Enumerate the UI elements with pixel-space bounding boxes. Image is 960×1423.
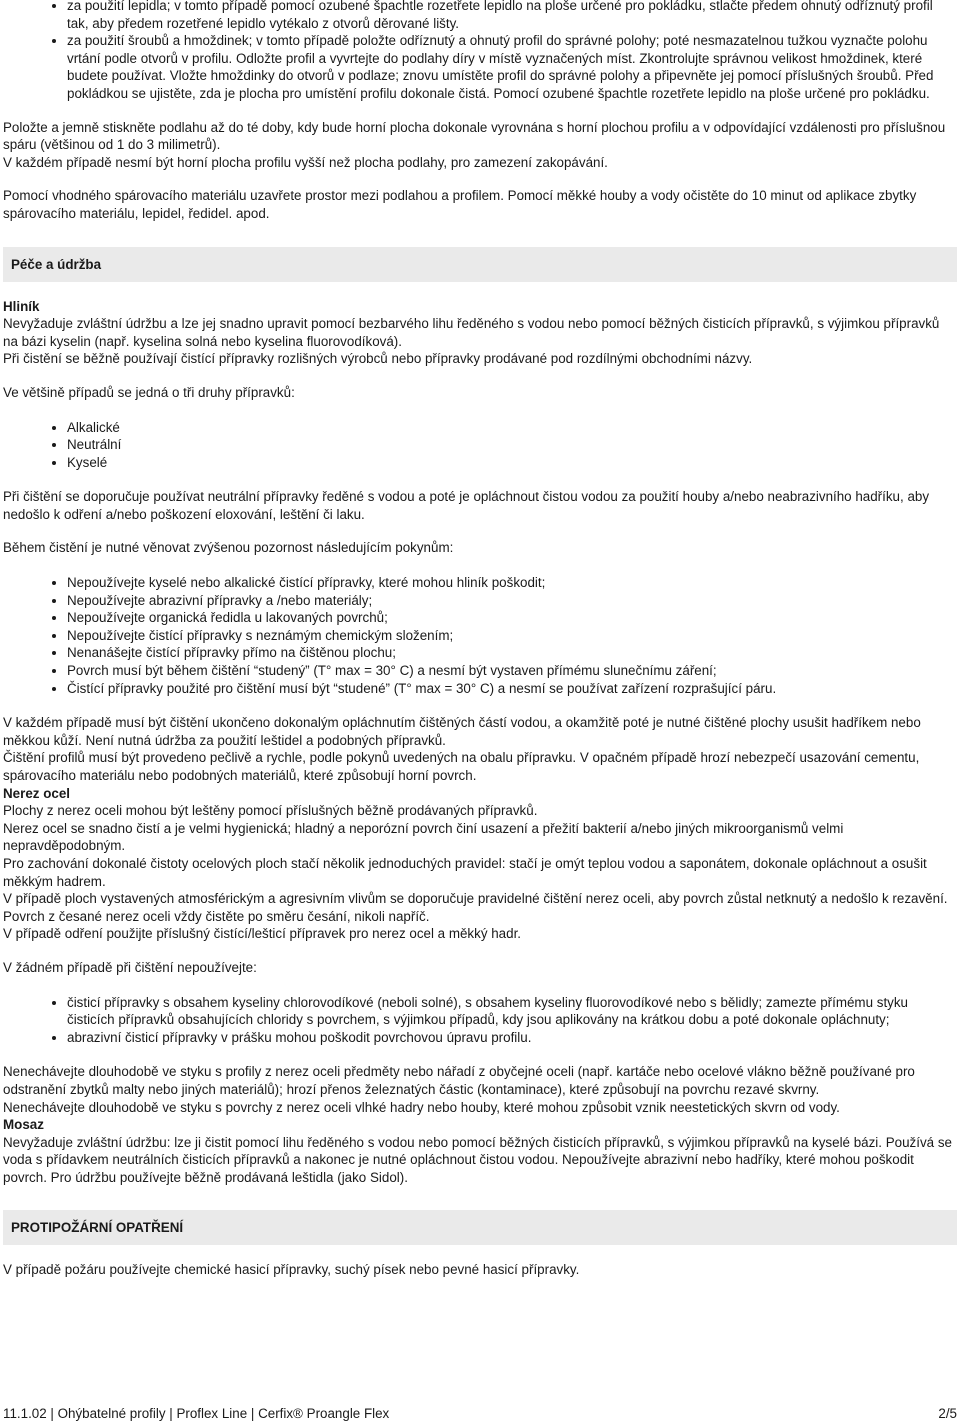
list-item: • Neutrální — [67, 436, 957, 454]
section-heading-fire: PROTIPOŽÁRNÍ OPATŘENÍ — [3, 1210, 957, 1245]
paragraph: V případě ploch vystavených atmosférickým a agresivním vlivům se doporučuje pravidelné čištění nerez oceli, aby povrch zůstal netknutý a nedošlo k rezavění. — [3, 891, 948, 907]
subheading-brass: Mosaz — [3, 1117, 44, 1133]
document-page — [3, 0, 957, 1279]
page-footer — [3, 1405, 957, 1423]
page-number: 2/5 — [938, 1406, 957, 1421]
list-item: • Nenanášejte čistící přípravky přímo na čištěnou plochu; — [67, 644, 957, 662]
grout-text — [3, 187, 957, 222]
paragraph: Nevyžaduje zvláštní údržbu: lze ji čistit pomocí lihu ředěného s vodou nebo pomocí běžných čisticích přípravků, s výjimkou přípravků na kyselé bázi. Používá se voda s přídavkem neutrálních čisticích přípravků a nakonec je nutné opláchnout čistou vodou. Nepoužívejte abrazivní nebo hadříky, které mohou poškodit povrch. Pro údržbu používejte běžně prodávaná leštidla (jako Sidol). — [3, 1134, 952, 1185]
installation-text — [3, 119, 957, 172]
never-use-list — [3, 994, 957, 1047]
paragraph: Položte a jemně stiskněte podlahu až do té doby, kdy bude horní plocha dokonale vyrovnána s horní plochou profilu a v odpovídající vzdálenosti pro příslušnou spáru (většinou od 1 do 3 milimetrů). — [3, 119, 946, 153]
list-item: • Čistící přípravky použité pro čištění musí být “studené” (T° max = 30° C) a nesmí se používat zařízení rozprašující páru. — [67, 680, 957, 698]
list-item: • za použití lepidla; v tomto případě pomocí ozubené špachtle rozetřete lepidlo na ploše určené pro pokládku, stlačte předem ohnutý odříznutý profil tak, aby předem rozetřené lepidlo vytékalo z otvorů děrované lišty. — [67, 0, 957, 32]
list-item: • Povrch musí být během čištění “studený” (T° max = 30° C) a nesmí být vystaven přímému slunečnímu záření; — [67, 662, 957, 680]
paragraph: Nenechávejte dlouhodobě ve styku s profily z nerez oceli předměty nebo nářadí z obyčejné oceli (např. kartáče nebo ocelové vlákno běžně používané pro odstranění zbytků malty nebo jiných materiálů); hrozí přenos železnatých částic (kontaminace), které způsobují na povrchu rezavé skvrny. — [3, 1064, 915, 1097]
rules-intro — [3, 539, 957, 557]
installation-methods-list — [3, 0, 957, 103]
paragraph: V případě odření použijte příslušný čistící/lešticí přípravek pro nerez ocel a měkký hadr. — [3, 926, 522, 942]
types-intro — [3, 384, 957, 402]
paragraph: Během čistění je nutné věnovat zvýšenou pozornost následujícím pokynům: — [3, 540, 454, 556]
footer-breadcrumb: 11.1.02 | Ohýbatelné profily | Proflex Line | Cerfix® Proangle Flex — [3, 1406, 390, 1421]
paragraph: Povrch z česané nerez oceli vždy čistěte po směru česání, nikoli napříč. — [3, 908, 430, 924]
list-item: • abrazivní čisticí přípravky v prášku mohou poškodit povrchovou úpravu profilu. — [67, 1029, 957, 1047]
list-item: • Nepoužívejte abrazivní přípravky a /nebo materiály; — [67, 592, 957, 610]
list-item: • Nepoužívejte kyselé nebo alkalické čistící přípravky, které mohou hliník poškodit; — [67, 574, 957, 592]
paragraph: V žádném případě při čištění nepoužívejte: — [3, 959, 257, 975]
cleaner-types-list — [3, 419, 957, 472]
paragraph: Ve většině případů se jedná o tři druhy přípravků: — [3, 384, 295, 400]
paragraph: V každém případě musí být čištění ukončeno dokonalým opláchnutím čištěných částí vodou, a okamžitě poté je nutné čištěné plochy usušit hadříkem nebo měkkou kůží. Není nutná údržba za použití leštidel a podobných přípravků. — [3, 715, 921, 748]
paragraph: Plochy z nerez oceli mohou být leštěny pomocí příslušných běžně prodávaných přípravků. — [3, 803, 538, 819]
paragraph: Při čistění se běžně používají čistící přípravky rozlišných výrobců nebo přípravky prodávané pod rozdílnými obchodními názvy. — [3, 351, 753, 367]
paragraph: Čištění profilů musí být provedeno pečlivě a rychle, podle pokynů uvedených na obalu přípravku. V opačném případě hrozí nebezpečí usazování cementu, spárovacího materiálu nebo podobných materiálů, které způsobují horní povrch. — [3, 750, 920, 783]
paragraph: Při čištění se doporučuje používat neutrální přípravky ředěné s vodou a poté je opláchnout čistou vodou za použití houby a/nebo neabrazivního hadříku, aby nedošlo k odření a/nebo poškození eloxování, leštění či laku. — [3, 489, 930, 522]
list-item: • Alkalické — [67, 419, 957, 437]
cleaning-rules-list — [3, 574, 957, 697]
list-item: • Nepoužívejte organická ředidla u lakovaných povrchů; — [67, 609, 957, 627]
subheading-aluminium: Hliník — [3, 298, 40, 314]
paragraph: Nevyžaduje zvláštní údržbu a lze jej snadno upravit pomocí bezbarvého lihu ředěného s vodou nebo pomocí běžných čisticích přípravků, s výjimkou přípravků na bázi kyselin (např. kyselina solná nebo kyselina fluorovodíková). — [3, 316, 940, 349]
paragraph: Pro zachování dokonalé čistoty ocelových ploch stačí několik jednoduchých pravidel: stačí je omýt teplou vodou a saponátem, dokonale opláchnout a osušit měkkým hadrem. — [3, 855, 927, 889]
aluminium-section — [3, 298, 957, 368]
fire-section — [3, 1261, 957, 1279]
paragraph: V případě požáru používejte chemické hasicí přípravky, suchý písek nebo pevné hasicí přípravky. — [3, 1262, 580, 1278]
brass-section — [3, 1063, 957, 1186]
steel-section — [3, 714, 957, 943]
paragraph: Nerez ocel se snadno čistí a je velmi hygienická; hladný a neporózní povrch činí usazení a přežití bakterií a/nebo jiných mikroorganismů velmi nepravděpodobným. — [3, 820, 844, 854]
list-item: • za použití šroubů a hmoždinek; v tomto případě položte odříznutý a ohnutý profil do správné polohy; poté nesmazatelnou tužkou vyznačte polohu vrtání podle otvorů v profilu. Odložte profil a vyvrtejte do podlahy díry v místě vyznačených míst. Zkontrolujte správnou velikost hmoždinek, které budete používat. Vložte hmoždinky do otvorů v podlaze; znovu umístěte profil do správné polohy a připevněte jej pomocí příslušných šroubů. Před pokládkou se ujistěte, zda je plocha pro umístění profilu dokonale čistá. Pomocí ozubené špachtle rozetřete lepidlo na ploše určené pro pokládku. — [67, 32, 957, 102]
list-item: • čisticí přípravky s obsahem kyseliny chlorovodíkové (neboli solné), s obsahem kyseliny fluorovodíkové nebo s bělidly; zamezte přímému styku čisticích přípravků obsahujících chloridy s povrchem, s výjimkou případů, kdy jsou aplikovány na krátkou dobu a poté dokonale opláchnuty; — [67, 994, 957, 1029]
paragraph: Nenechávejte dlouhodobě ve styku s povrchy z nerez oceli vlhké hadry nebo houby, které mohou způsobit vznik neestetických skvrn od vody. — [3, 1099, 840, 1115]
never-intro — [3, 959, 957, 977]
subheading-stainless-steel: Nerez ocel — [3, 785, 70, 801]
paragraph: V každém případě nesmí být horní plocha profilu vyšší než plocha podlahy, pro zamezení zakopávání. — [3, 154, 608, 170]
list-item: • Kyselé — [67, 454, 957, 472]
list-item: • Nepoužívejte čistící přípravky s neznámým chemickým složením; — [67, 627, 957, 645]
section-heading-care: Péče a údržba — [3, 247, 957, 282]
paragraph: Pomocí vhodného spárovacího materiálu uzavřete prostor mezi podlahou a profilem. Pomocí měkké houby a vody očistěte do 10 minut od aplikace zbytky spárovacího materiálu, lepidel, ředidel. apod. — [3, 188, 917, 221]
